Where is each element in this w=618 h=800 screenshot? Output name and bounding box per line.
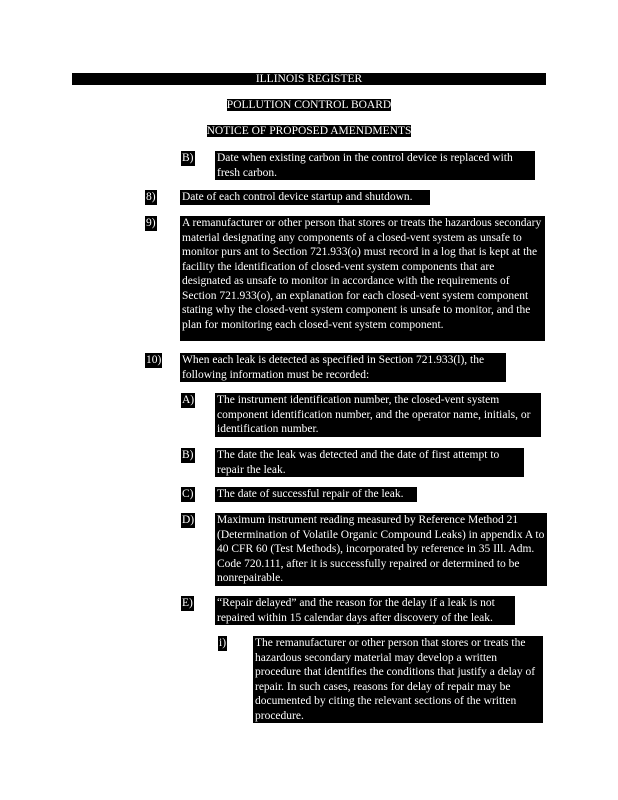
- item-label-8: 8): [146, 191, 156, 203]
- item-text-b-top: Date when existing carbon in the control device is replaced with fresh carbon.: [215, 151, 535, 180]
- item-label-i: i): [219, 637, 227, 649]
- board-title: POLLUTION CONTROL BOARD: [226, 99, 392, 111]
- item-label-b-top: B): [182, 152, 194, 164]
- item-text-i: The remanufacturer or other person that stores or treats the hazardous secondary material may develop a written procedure that identifies the conditions that justify a delay of repair. In such cases, reasons for delay of repair may be documented by citing the relevant sections of the written procedure.: [253, 636, 543, 723]
- item-label-a: A): [182, 394, 195, 406]
- item-text-9: A remanufacturer or other person that stores or treats the hazardous secondary material designating any components of a closed-vent system as unsafe to monitor purs ant to Section 721.933(o) must record in a log that is kept at the facility the identification of closed-vent system components that are designated as unsafe to monitor in accordance with the requirements of Section 721.933(o), an explanation for each closed-vent system component stating why the closed-vent system component is unsafe to monitor, and the plan for monitoring each closed-vent system component.: [180, 216, 545, 341]
- item-label-d: D): [182, 514, 195, 526]
- item-text-d: Maximum instrument reading measured by Reference Method 21 (Determination of Volatile Organic Compound Leaks) in appendix A to 40 CFR 60 (Test Methods), incorporated by reference in 35 Ill. Adm. Code 720.111, after it is successfully repaired or determined to be nonrepairable.: [215, 513, 547, 586]
- item-label-9: 9): [146, 217, 156, 229]
- item-text-c: The date of successful repair of the leak.: [215, 487, 417, 502]
- item-label-c: C): [182, 488, 194, 500]
- item-text-8: Date of each control device startup and shutdown.: [180, 190, 430, 205]
- item-label-10: 10): [146, 354, 162, 366]
- item-text-b: The date the leak was detected and the date of first attempt to repair the leak.: [215, 448, 524, 477]
- item-label-e: E): [182, 597, 193, 609]
- item-text-a: The instrument identification number, the closed-vent system component identification number, and the operator name, initials, or identification number.: [215, 393, 541, 437]
- item-text-10: When each leak is detected as specified in Section 721.933(l), the following information must be recorded:: [180, 353, 506, 382]
- register-title: ILLINOIS REGISTER: [255, 73, 363, 85]
- notice-title: NOTICE OF PROPOSED AMENDMENTS: [206, 125, 412, 137]
- item-label-b: B): [182, 449, 194, 461]
- item-text-e: “Repair delayed” and the reason for the delay if a leak is not repaired within 15 calendar days after discovery of the leak.: [215, 596, 515, 625]
